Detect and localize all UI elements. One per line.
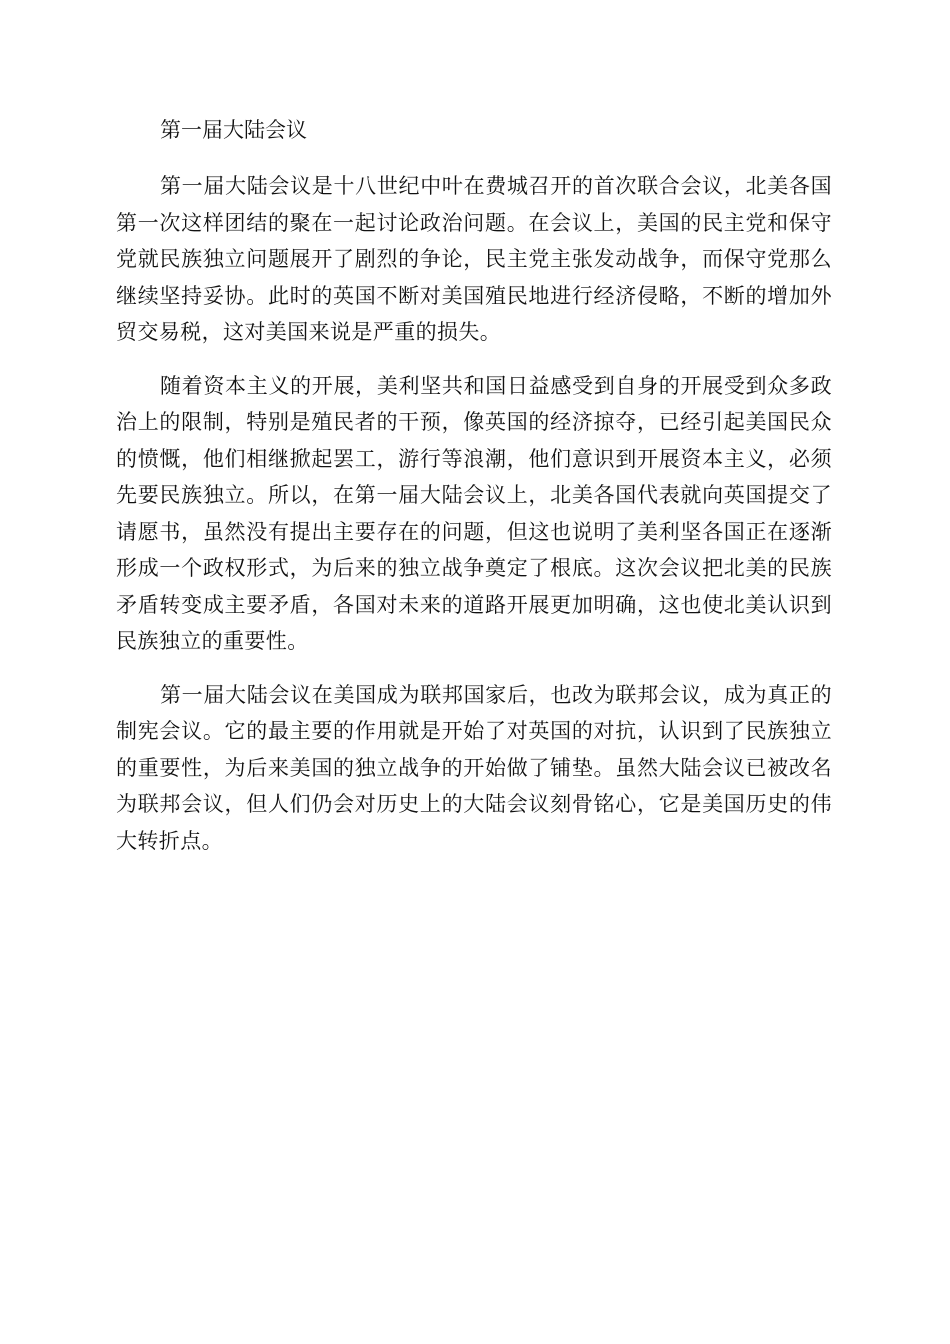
document-body [116, 112, 832, 859]
paragraph-3: 第一届大陆会议在美国成为联邦国家后，也改为联邦会议，成为真正的制宪会议。它的最主要的作用就是开始了对英国的对抗，认识到了民族独立的重要性，为后来美国的独立战争的开始做了铺垫。虽然大陆会议已被改名为联邦会议，但人们仍会对历史上的大陆会议刻骨铭心，它是美国历史的伟大转折点。 [116, 682, 832, 853]
document-title: 第一届大陆会议 [160, 118, 307, 142]
paragraph-2: 随着资本主义的开展，美利坚共和国日益感受到自身的开展受到众多政治上的限制，特别是殖民者的干预，像英国的经济掠夺，已经引起美国民众的愤慨，他们相继掀起罢工，游行等浪潮，他们意识到开展资本主义，必须先要民族独立。所以，在第一届大陆会议上，北美各国代表就向英国提交了请愿书，虽然没有提出主要存在的问题，但这也说明了美利坚各国正在逐渐形成一个政权形式，为后来的独立战争奠定了根底。这次会议把北美的民族矛盾转变成主要矛盾，各国对未来的道路开展更加明确，这也使北美认识到民族独立的重要性。 [116, 373, 832, 653]
paragraph-1: 第一届大陆会议是十八世纪中叶在费城召开的首次联合会议，北美各国第一次这样团结的聚在一起讨论政治问题。在会议上，美国的民主党和保守党就民族独立问题展开了剧烈的争论，民主党主张发动战争，而保守党那么继续坚持妥协。此时的英国不断对美国殖民地进行经济侵略，不断的增加外贸交易税，这对美国来说是严重的损失。 [116, 174, 832, 344]
